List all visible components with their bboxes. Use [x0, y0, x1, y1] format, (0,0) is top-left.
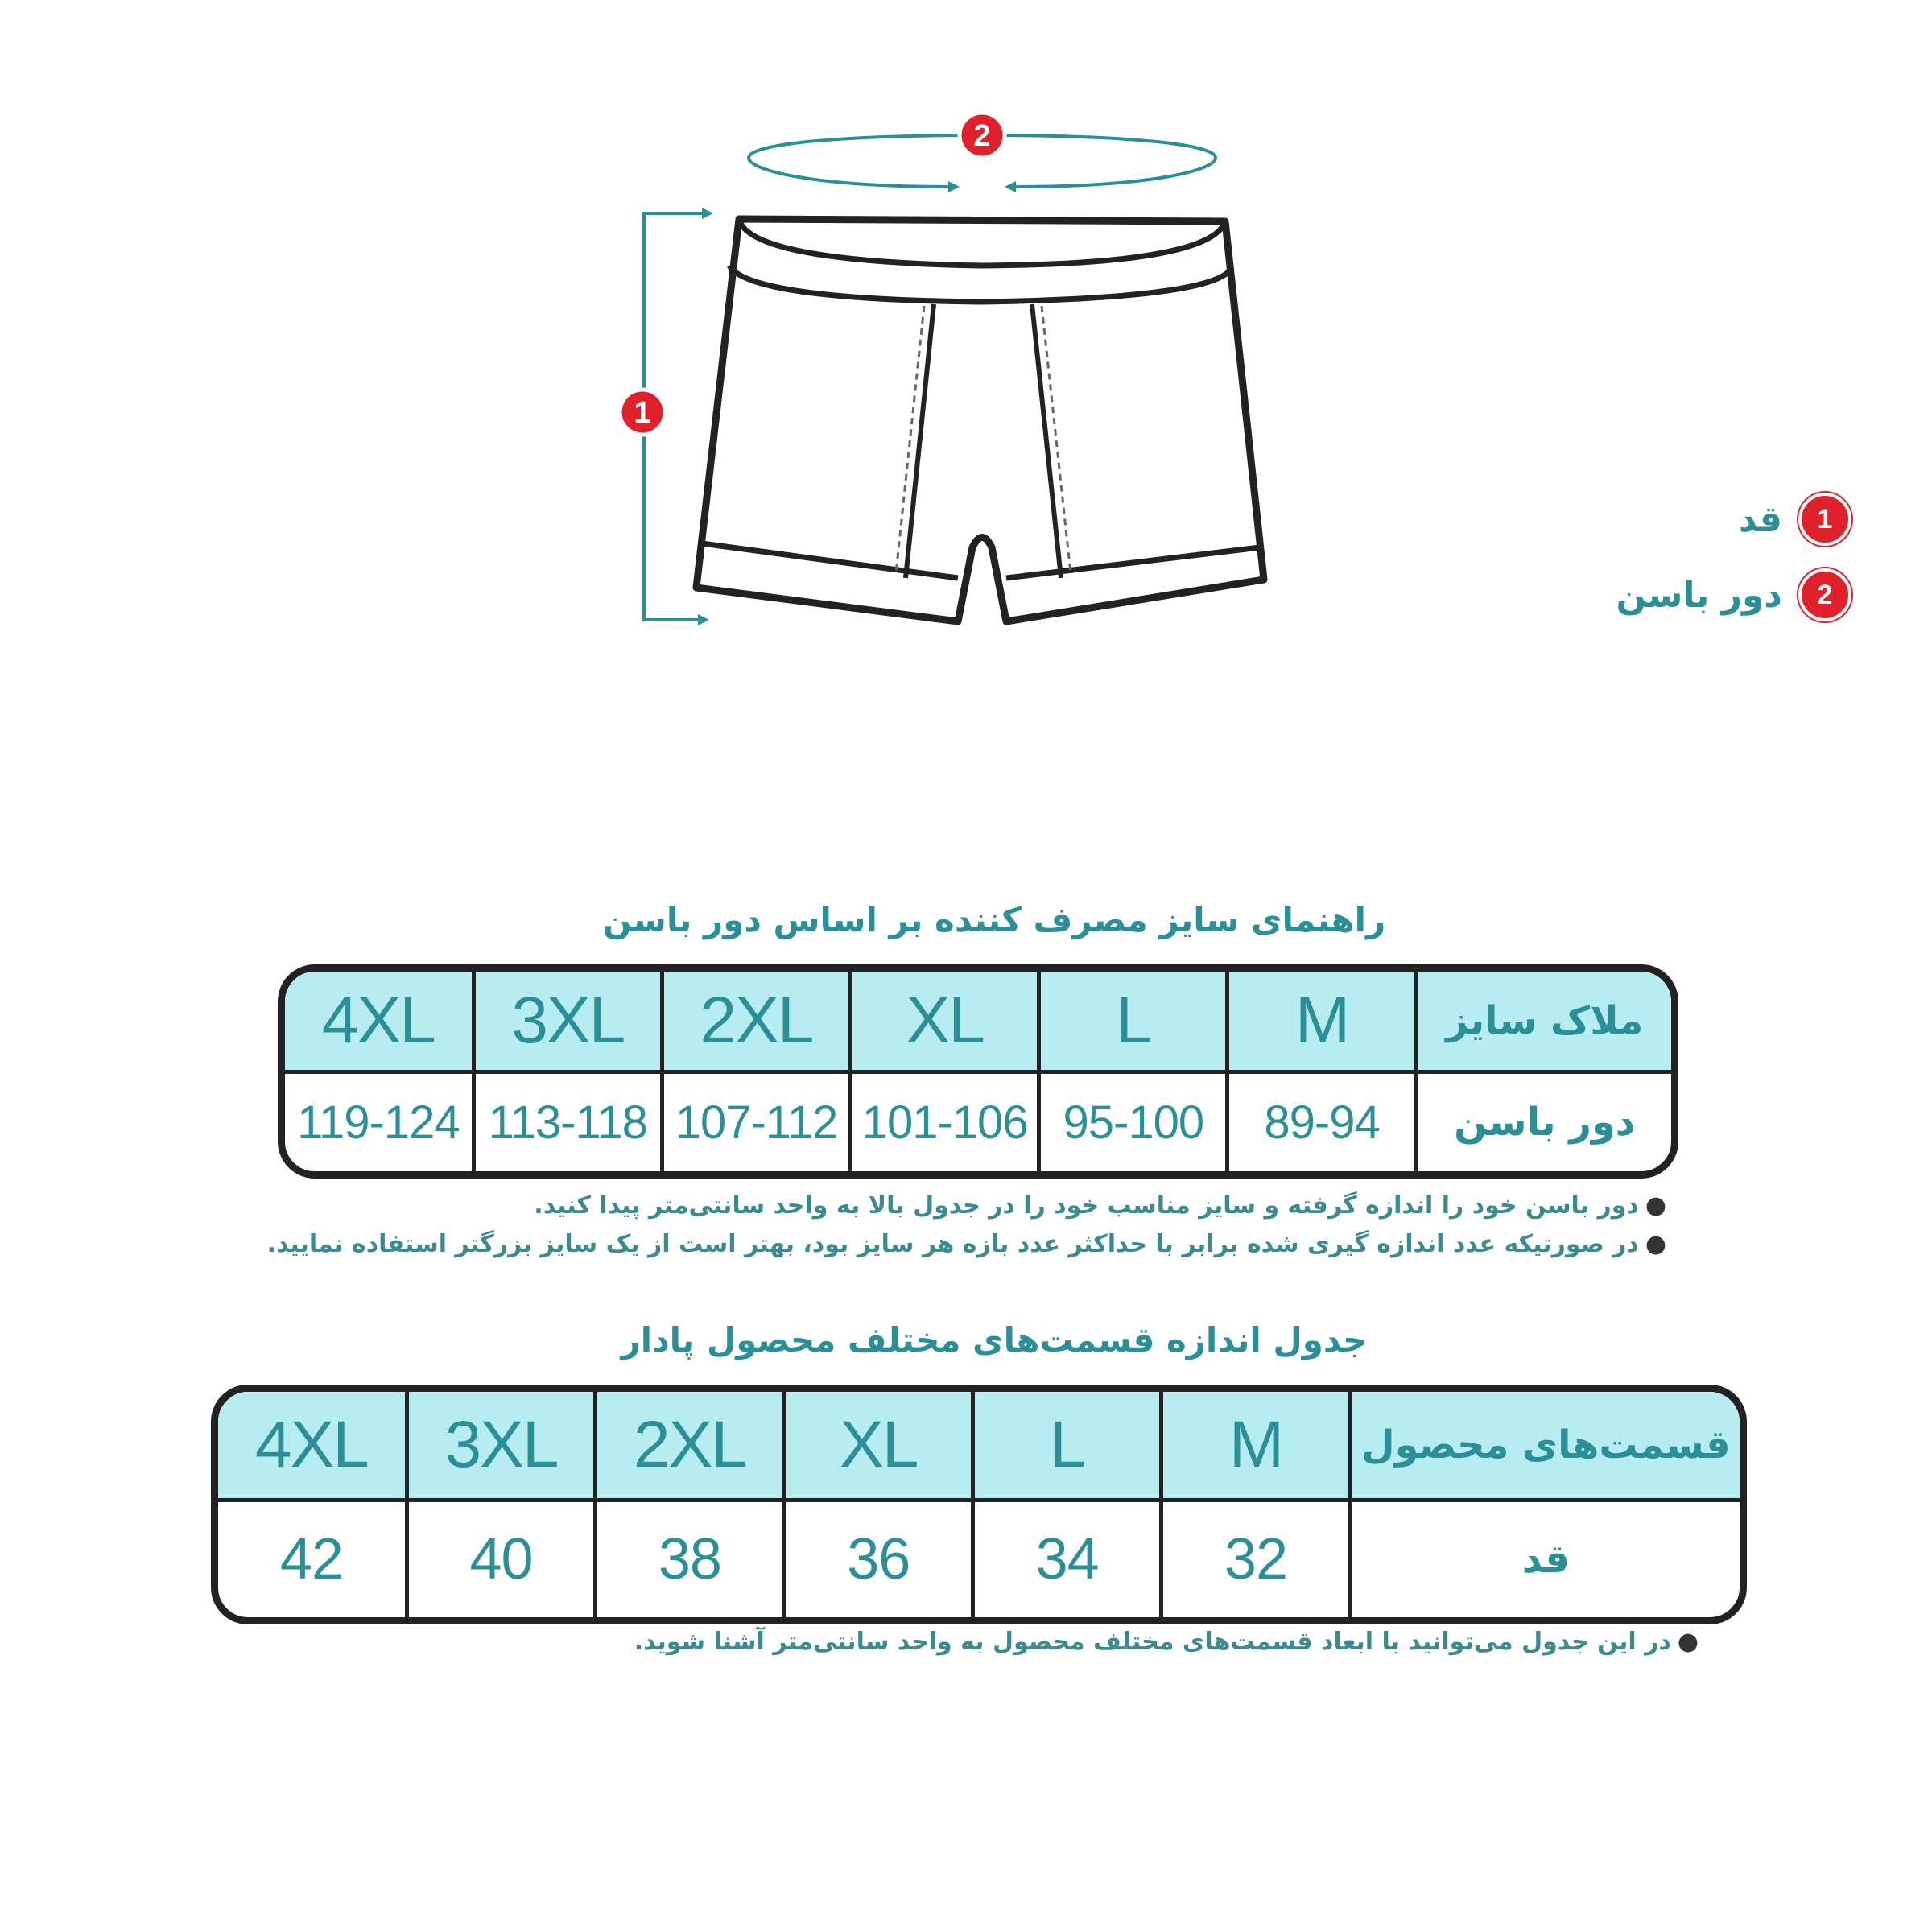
consumer-size-table [278, 964, 1678, 1179]
row-label-cell: قد [1350, 1500, 1740, 1617]
value-cell: 119-124 [285, 1071, 473, 1171]
legend-item-length [1739, 493, 1852, 546]
svg-text:1: 1 [634, 396, 651, 430]
size-cell-xl: XL [784, 1392, 972, 1500]
value-cell: 89-94 [1228, 1071, 1416, 1171]
shorts-outline [696, 219, 1264, 621]
value-cell: 107-112 [662, 1071, 850, 1171]
size-cell-l: L [972, 1392, 1161, 1500]
size-cell-m: M [1228, 972, 1416, 1071]
value-cell: 42 [218, 1500, 407, 1617]
legend-label: قد [1738, 498, 1782, 540]
value-cell: 101-106 [851, 1071, 1039, 1171]
size-cell-xl: XL [851, 972, 1039, 1071]
marker-length [620, 390, 665, 435]
size-cell-2xl: 2XL [662, 972, 850, 1071]
size-cell-2xl: 2XL [596, 1392, 784, 1500]
value-cell: 113-118 [473, 1071, 662, 1171]
header-label-cell: ملاک سایز [1416, 972, 1671, 1071]
consumer-table-title: راهنمای سایز مصرف کننده بر اساس دور باسن [602, 900, 1386, 939]
header-label-cell: قسمت‌های محصول [1350, 1392, 1740, 1500]
shorts-diagram [0, 0, 1932, 660]
size-cell-l: L [1039, 972, 1228, 1071]
legend-badge: 1 [1798, 493, 1852, 546]
value-cell: 34 [972, 1500, 1161, 1617]
product-table-title: جدول اندازه قسمت‌های مختلف محصول پادار [621, 1320, 1368, 1360]
consumer-note-1: ●دور باسن خود را اندازه گرفته و سایز مناسب خود را در جدول بالا به واحد سانتی‌متر پیدا کنید. [534, 1191, 1666, 1220]
value-cell: 36 [784, 1500, 972, 1617]
size-cell-4xl: 4XL [285, 972, 473, 1071]
marker-hip [960, 113, 1005, 158]
product-note-1: ●در این جدول می‌توانید با ابعاد قسمت‌های مختلف محصول به واحد سانتی‌متر آشنا شوید. [634, 1628, 1699, 1656]
size-cell-3xl: 3XL [407, 1392, 595, 1500]
size-cell-3xl: 3XL [473, 972, 662, 1071]
svg-text:2: 2 [973, 119, 991, 153]
size-cell-m: M [1162, 1392, 1350, 1500]
legend-item-hip [1616, 568, 1852, 621]
value-cell: 40 [407, 1500, 595, 1617]
size-cell-4xl: 4XL [218, 1392, 407, 1500]
legend-label: دور باسن [1616, 574, 1782, 616]
value-cell: 32 [1162, 1500, 1350, 1617]
row-label-cell: دور باسن [1416, 1071, 1671, 1171]
legend-badge: 2 [1798, 568, 1852, 621]
product-size-table [211, 1385, 1747, 1624]
consumer-note-2: ●در صورتیکه عدد اندازه گیری شده برابر با حداکثر عدد بازه هر سایز بود، بهتر است از یک سایز بزرگتر استفاده نمایید. [266, 1230, 1666, 1258]
value-cell: 38 [596, 1500, 784, 1617]
value-cell: 95-100 [1039, 1071, 1228, 1171]
